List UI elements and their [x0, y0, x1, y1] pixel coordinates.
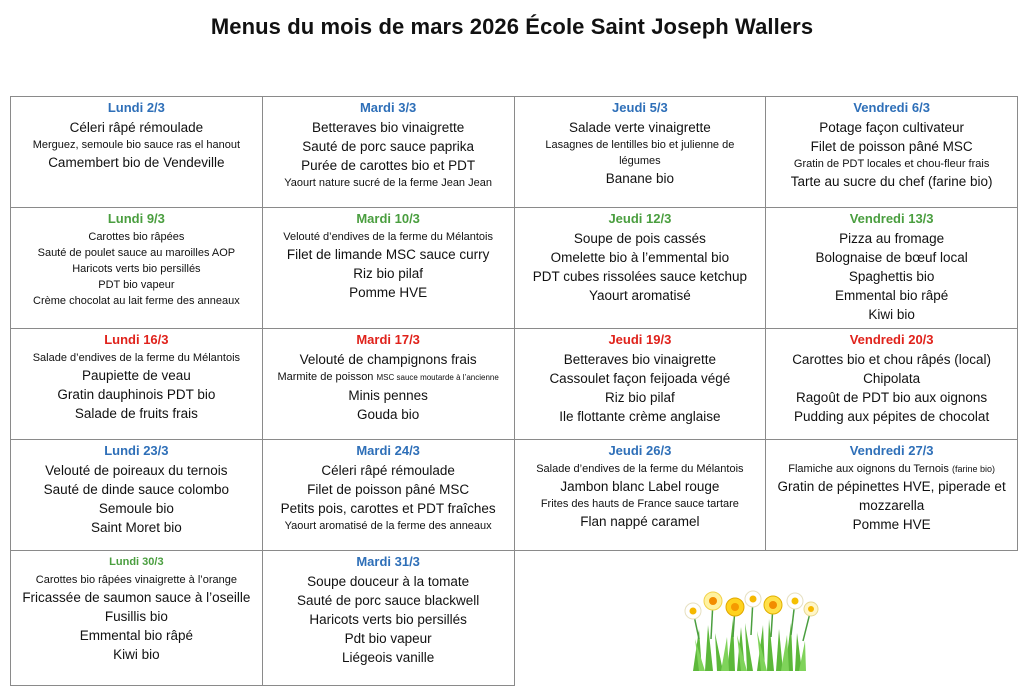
menu-item: Céleri râpé rémoulade [321, 463, 455, 478]
decoration-cell [514, 551, 1018, 686]
day-cell-lundi-16 [11, 329, 263, 440]
day-heading: Vendredi 20/3 [849, 332, 934, 347]
menu-item: Camembert bio de Vendeville [48, 155, 225, 170]
menu-item: Pudding aux pépites de chocolat [794, 409, 990, 424]
menu-item: Pomme HVE [852, 517, 931, 532]
day-cell-vendredi-20 [766, 329, 1018, 440]
menu-item: Fusillis bio [104, 609, 168, 624]
day-heading: Jeudi 26/3 [608, 443, 672, 458]
menu-item: Soupe de pois cassés [573, 231, 706, 246]
menu-item: Sauté de porc sauce blackwell [296, 593, 480, 608]
menu-item: Minis pennes [348, 388, 428, 403]
day-cell-lundi-23 [11, 440, 263, 551]
menu-item: PDT cubes rissolées sauce ketchup [532, 269, 748, 284]
menu-item: Emmental bio râpé [834, 288, 949, 303]
menu-item-note: MSC sauce moutarde à l’ancienne [376, 373, 499, 382]
menu-item: Velouté de poireaux du ternois [45, 463, 228, 478]
menu-item: Betteraves bio vinaigrette [563, 352, 717, 367]
menu-item: Yaourt nature sucré de la ferme Jean Jean [284, 177, 492, 189]
menu-item: Salade verte vinaigrette [568, 120, 711, 135]
day-cell-jeudi-5 [514, 97, 766, 208]
day-heading: Mardi 24/3 [356, 443, 420, 458]
menu-item: Gratin de pépinettes HVE, piperade et mozzarella [777, 479, 1006, 513]
menu-item: Gouda bio [356, 407, 420, 422]
menu-item: Salade d’endives de la ferme du Mélantois [536, 463, 744, 475]
menu-item: Filet de poisson pâné MSC [810, 139, 973, 154]
menu-item: Gratin dauphinois PDT bio [57, 387, 216, 402]
menu-item: Saint Moret bio [90, 520, 182, 535]
day-heading: Lundi 23/3 [104, 443, 169, 458]
day-cell-lundi-2 [11, 97, 263, 208]
menu-item: Frites des hauts de France sauce tartare [540, 498, 739, 510]
day-cell-mardi-24 [262, 440, 514, 551]
menu-item-group [769, 461, 1014, 477]
menu-item: Haricots verts bio persillés [309, 612, 467, 627]
menu-item: Marmite de poisson [277, 371, 374, 383]
menu-item: Velouté d’endives de la ferme du Mélantois [283, 231, 493, 243]
menu-item: Ragoût de PDT bio aux oignons [796, 390, 988, 405]
day-heading: Lundi 16/3 [104, 332, 169, 347]
day-heading: Mardi 31/3 [356, 554, 420, 569]
menu-item: Flan nappé caramel [580, 514, 700, 529]
day-cell-vendredi-6 [766, 97, 1018, 208]
menu-item: Chipolata [863, 371, 921, 386]
menu-item: Carottes bio râpées vinaigrette à l’orange [35, 574, 237, 586]
day-heading: Mardi 17/3 [356, 332, 420, 347]
day-cell-jeudi-26 [514, 440, 766, 551]
menu-item: Flamiche aux oignons du Ternois [788, 463, 949, 475]
day-cell-vendredi-27 [766, 440, 1018, 551]
week-row-2 [11, 208, 1018, 329]
day-cell-mardi-31 [262, 551, 514, 686]
menu-item: Kiwi bio [868, 307, 915, 322]
menu-item: Salade de fruits frais [74, 406, 198, 421]
menu-item: Potage façon cultivateur [819, 120, 965, 135]
menu-item: Liégeois vanille [341, 650, 435, 665]
day-heading: Vendredi 6/3 [853, 100, 930, 115]
day-cell-vendredi-13 [766, 208, 1018, 329]
day-heading: Jeudi 12/3 [608, 211, 672, 226]
menu-item: Gratin de PDT locales et chou-fleur frais [793, 158, 990, 170]
menu-item: Emmental bio râpé [79, 628, 194, 643]
day-heading: Vendredi 27/3 [849, 443, 934, 458]
menu-item: Spaghettis bio [848, 269, 935, 284]
menu-item: Omelette bio à l’emmental bio [550, 250, 730, 265]
day-heading: Lundi 9/3 [107, 211, 165, 226]
menu-item: Salade d’endives de la ferme du Mélantois [32, 352, 241, 364]
menu-item: Fricassée de saumon sauce à l’oseille [22, 590, 251, 605]
menu-item: Carottes bio râpées [88, 231, 185, 243]
menu-item: Filet de limande MSC sauce curry [286, 247, 490, 262]
menu-item: Bolognaise de bœuf local [815, 250, 968, 265]
day-heading: Jeudi 5/3 [612, 100, 668, 115]
week-row-1 [11, 97, 1018, 208]
day-heading: Lundi 30/3 [109, 556, 164, 568]
page-title: Menus du mois de mars 2026 École Saint Joseph Wallers [210, 14, 814, 39]
menu-item: Sauté de dinde sauce colombo [43, 482, 230, 497]
menu-item: Semoule bio [98, 501, 174, 516]
menu-item: Merguez, semoule bio sauce ras el hanout [32, 139, 241, 151]
day-cell-jeudi-19 [514, 329, 766, 440]
menu-item: Tarte au sucre du chef (farine bio) [790, 174, 993, 189]
menu-item: Betteraves bio vinaigrette [311, 120, 465, 135]
menu-item: Purée de carottes bio et PDT [301, 158, 476, 173]
menu-item: Carottes bio et chou râpés (local) [792, 352, 992, 367]
menu-item: Lasagnes de lentilles bio et julienne de légumes [545, 139, 735, 167]
daffodils-illustration [675, 589, 825, 676]
menu-item: Pdt bio vapeur [344, 631, 432, 646]
menu-item: Yaourt aromatisé de la ferme des anneaux [284, 520, 492, 532]
menu-item: Sauté de porc sauce paprika [302, 139, 475, 154]
menu-item: Cassoulet façon feijoada végé [549, 371, 731, 386]
day-cell-mardi-10 [262, 208, 514, 329]
menu-item: Filet de poisson pâné MSC [307, 482, 470, 497]
menu-item: Crème chocolat au lait ferme des anneaux [33, 295, 240, 307]
day-cell-lundi-30 [11, 551, 263, 686]
day-heading: Vendredi 13/3 [849, 211, 934, 226]
menu-item-group [266, 369, 511, 386]
menu-item: Soupe douceur à la tomate [307, 574, 470, 589]
day-heading: Mardi 3/3 [359, 100, 417, 115]
week-row-4 [11, 440, 1018, 551]
menu-item: Jambon blanc Label rouge [560, 479, 720, 494]
menu-item: Kiwi bio [113, 647, 160, 662]
menu-item: Petits pois, carottes et PDT fraîches [280, 501, 496, 516]
menu-item: Haricots verts bio persillés [72, 263, 201, 275]
menu-item: Paupiette de veau [81, 368, 191, 383]
menu-item-note: (farine bio) [951, 464, 995, 474]
day-heading: Mardi 10/3 [356, 211, 420, 226]
menu-item: Riz bio pilaf [604, 390, 675, 405]
day-cell-mardi-17 [262, 329, 514, 440]
menu-item: Pizza au fromage [839, 231, 945, 246]
week-row-5 [11, 551, 1018, 686]
menu-item: Yaourt aromatisé [588, 288, 691, 303]
day-cell-mardi-3 [262, 97, 514, 208]
day-cell-jeudi-12 [514, 208, 766, 329]
menu-item: Riz bio pilaf [353, 266, 424, 281]
menu-item: Céleri râpé rémoulade [69, 120, 204, 135]
menu-table [10, 96, 1018, 686]
menu-item: PDT bio vapeur [98, 279, 175, 291]
menu-item: Pomme HVE [349, 285, 428, 300]
week-row-3 [11, 329, 1018, 440]
menu-item: Ile flottante crème anglaise [559, 409, 721, 424]
menu-item: Banane bio [605, 171, 675, 186]
day-heading: Jeudi 19/3 [608, 332, 672, 347]
day-cell-lundi-9 [11, 208, 263, 329]
menu-item: Velouté de champignons frais [299, 352, 477, 367]
menu-item: Sauté de poulet sauce au maroilles AOP [37, 247, 236, 259]
day-heading: Lundi 2/3 [107, 100, 165, 115]
